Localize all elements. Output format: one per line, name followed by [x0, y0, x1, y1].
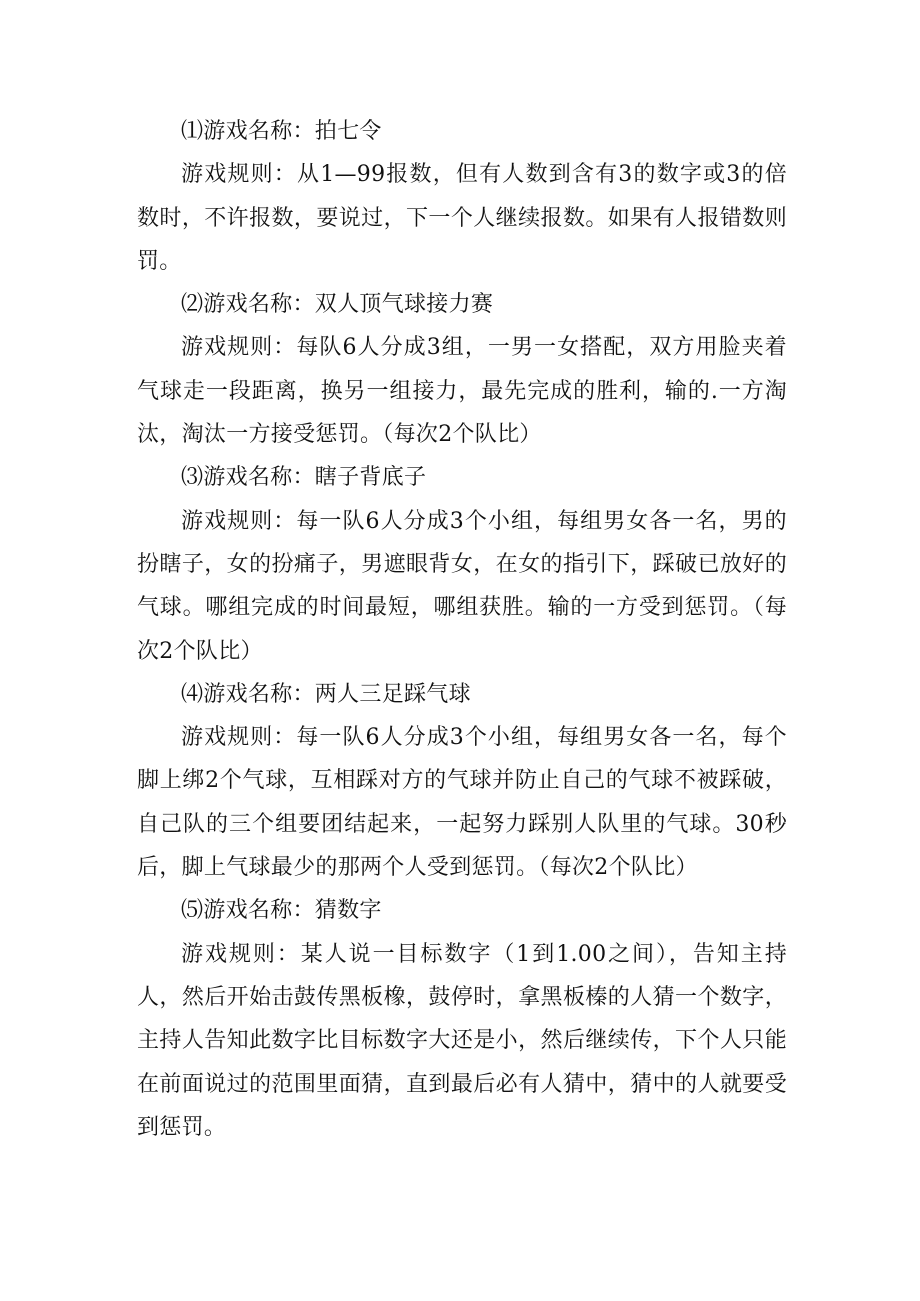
document-body — [137, 110, 787, 1149]
game-4-title: ⑷游戏名称：两人三足踩气球 — [181, 681, 471, 707]
game-5-rules: 游戏规则：某人说一目标数字（1到1.00之间），告知主持人，然后开始击鼓传黑板橡，鼓停时，拿黑板榛的人猜一个数字，主持人告知此数字比目标数字大还是小，然后继续传，下个人只能在前面说过的范围里面猜，直到最后必有人猜中，猜中的人就要受到惩罚。 — [137, 941, 787, 1140]
game-3-rules: 游戏规则：每一队6人分成3个小组，每组男女各一名，男的扮瞎子，女的扮痛子，男遮眼背女，在女的指引下，踩破已放好的气球。哪组完成的时间最短，哪组获胜。输的一方受到惩罚。（每次2个队比） — [137, 508, 787, 664]
game-5-title: ⑸游戏名称：猜数字 — [181, 898, 382, 924]
game-2-rules: 游戏规则：每队6人分成3组，一男一女搭配，双方用脸夹着气球走一段距离，换另一组接力，最先完成的胜利，输的.一方淘汰，淘汰一方接受惩罚。（每次2个队比） — [137, 335, 787, 448]
game-3-title: ⑶游戏名称：瞎子背底子 — [181, 465, 427, 491]
game-2-title: ⑵游戏名称：双人顶气球接力赛 — [181, 292, 494, 318]
game-1-rules: 游戏规则：从1—99报数，但有人数到含有3的数字或3的倍数时，不许报数，要说过，下一个人继续报数。如果有人报错数则罚。 — [137, 162, 787, 274]
game-4-rules: 游戏规则：每一队6人分成3个小组，每组男女各一名，每个脚上绑2个气球，互相踩对方的气球并防止自己的气球不被踩破，自己队的三个组要团结起来，一起努力踩别人队里的气球。30秒后，脚上气球最少的那两个人受到惩罚。（每次2个队比） — [137, 725, 787, 881]
game-1-title: ⑴游戏名称：拍七令 — [181, 119, 382, 144]
